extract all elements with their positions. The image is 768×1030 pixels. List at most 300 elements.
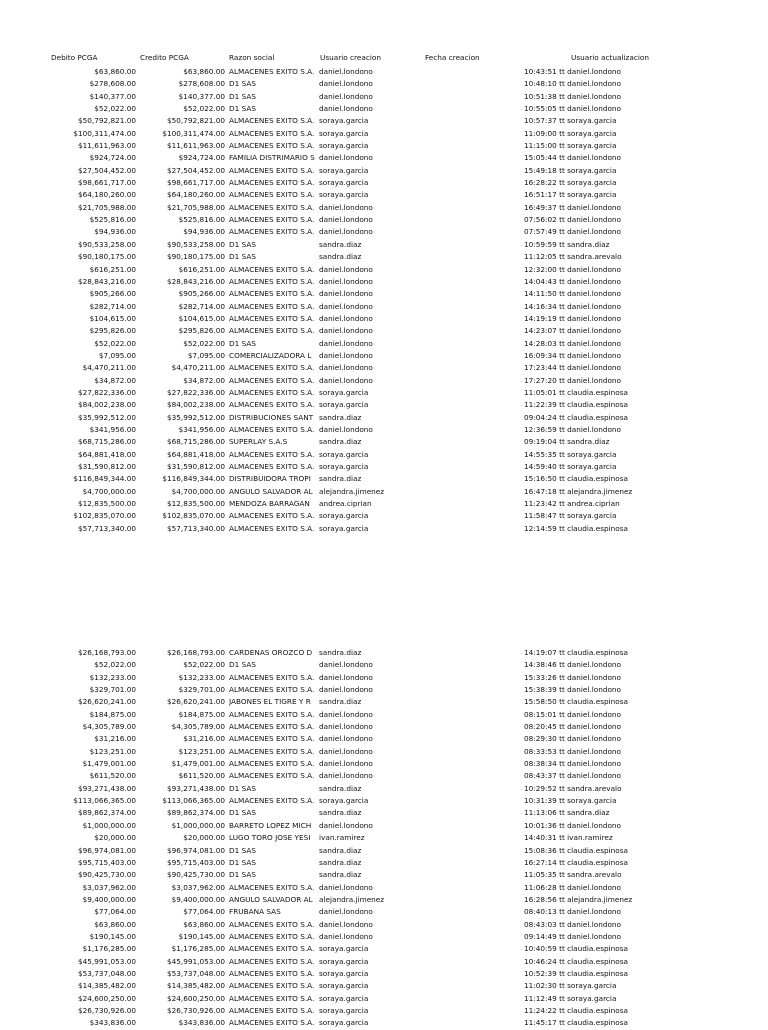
credito-cell: $27,504,452.00 [166, 165, 225, 175]
razon-social-cell: D1 SAS [229, 857, 256, 867]
razon-social-cell: ALMACENES EXITO S.A. [229, 116, 315, 126]
debito-cell: $1,479,001.00 [82, 759, 136, 769]
razon-social-cell: ALMACENES EXITO S.A. [229, 326, 315, 336]
usuario-creacion-cell: soraya.garcia [319, 1005, 369, 1015]
usuario-actualizacion-cell: 11:12:05 tt sandra.arevalo [524, 252, 622, 262]
usuario-actualizacion-cell: 08:40:13 tt daniel.londono [524, 907, 622, 917]
usuario-creacion-cell: daniel.londono [319, 931, 373, 941]
table-block-lower [0, 647, 768, 1030]
table-row [0, 845, 768, 857]
usuario-actualizacion-cell: 14:23:07 tt daniel.londono [524, 326, 622, 336]
usuario-creacion-cell: sandra.diaz [319, 474, 362, 484]
table-row [0, 276, 768, 288]
usuario-actualizacion-cell: 14:19:07 tt claudia.espinosa [524, 648, 629, 657]
table-row [0, 128, 768, 140]
credito-cell: $45,991,053.00 [166, 956, 225, 966]
credito-cell: $20,000.00 [183, 833, 225, 843]
usuario-creacion-cell: daniel.londono [319, 91, 373, 101]
credito-cell: $52,022.00 [183, 338, 225, 348]
table-row [0, 696, 768, 708]
table-row [0, 239, 768, 251]
credito-cell: $27,822,336.00 [166, 387, 225, 397]
header-credito: Credito PCGA [140, 53, 189, 62]
header-fecha-creacion: Fecha creacion [425, 53, 480, 62]
debito-cell: $616,251.00 [89, 264, 136, 274]
credito-cell: $278,608.00 [178, 79, 225, 89]
table-row [0, 399, 768, 411]
credito-cell: $329,701.00 [178, 685, 225, 695]
credito-cell: $343,836.00 [178, 1018, 225, 1028]
debito-cell: $31,590,812.00 [77, 462, 136, 471]
credito-cell: $616,251.00 [178, 264, 225, 274]
table-row [0, 140, 768, 152]
usuario-creacion-cell: soraya.garcia [319, 165, 369, 175]
credito-cell: $113,066,365.00 [162, 796, 225, 806]
table-row [0, 956, 768, 968]
usuario-creacion-cell: daniel.londono [319, 276, 373, 286]
table-row [0, 721, 768, 733]
credito-cell: $52,022.00 [183, 104, 225, 114]
credito-cell: $123,251.00 [178, 746, 225, 756]
usuario-creacion-cell: daniel.londono [319, 350, 373, 360]
usuario-creacion-cell: sandra.diaz [319, 870, 362, 880]
usuario-actualizacion-cell: 11:06:28 tt daniel.londono [524, 882, 622, 892]
credito-cell: $94,936.00 [183, 227, 225, 237]
usuario-actualizacion-cell: 14:16:34 tt daniel.londono [524, 301, 622, 311]
debito-cell: $95,715,403.00 [77, 857, 136, 867]
table-row [0, 177, 768, 189]
usuario-creacion-cell: daniel.londono [319, 907, 373, 917]
table-row [0, 931, 768, 943]
debito-cell: $90,180,175.00 [77, 252, 136, 262]
debito-cell: $35,992,512.00 [77, 412, 136, 422]
credito-cell: $64,180,260.00 [166, 190, 225, 200]
credito-cell: $57,713,340.00 [166, 523, 225, 533]
debito-cell: $64,180,260.00 [77, 190, 136, 200]
razon-social-cell: ALMACENES EXITO S.A. [229, 968, 315, 978]
credito-cell: $282,714.00 [178, 301, 225, 311]
debito-cell: $341,956.00 [89, 424, 136, 434]
credito-cell: $93,271,438.00 [166, 783, 225, 793]
razon-social-cell: ALMACENES EXITO S.A. [229, 523, 315, 533]
table-row [0, 424, 768, 436]
razon-social-cell: ALMACENES EXITO S.A. [229, 919, 315, 929]
debito-cell: $50,792,821.00 [77, 116, 136, 126]
usuario-actualizacion-cell: 16:28:56 tt alejandra.jimenez [524, 894, 633, 904]
usuario-creacion-cell: daniel.londono [319, 685, 373, 695]
table-row [0, 795, 768, 807]
table-row [0, 659, 768, 671]
table-row [0, 325, 768, 337]
usuario-actualizacion-cell: 08:43:03 tt daniel.londono [524, 919, 622, 929]
usuario-actualizacion-cell: 08:29:30 tt daniel.londono [524, 734, 622, 744]
usuario-actualizacion-cell: 07:56:02 tt daniel.londono [524, 215, 622, 225]
credito-cell: $525,816.00 [178, 215, 225, 225]
debito-cell: $26,620,241.00 [77, 697, 136, 707]
table-row [0, 91, 768, 103]
credito-cell: $3,037,962.00 [171, 882, 225, 892]
credito-cell: $116,849,344.00 [162, 474, 225, 484]
table-row [0, 510, 768, 522]
debito-cell: $1,176,285.00 [82, 944, 136, 954]
usuario-actualizacion-cell: 10:59:59 tt sandra.diaz [524, 239, 610, 249]
usuario-actualizacion-cell: 11:45:17 tt claudia.espinosa [524, 1018, 629, 1028]
header-debito: Debito PCGA [51, 53, 98, 62]
credito-cell: $9,400,000.00 [171, 894, 225, 904]
table-row [0, 498, 768, 510]
usuario-creacion-cell: soraya.garcia [319, 796, 369, 806]
credito-cell: $24,600,250.00 [166, 993, 225, 1003]
header-razon-social: Razon social [229, 53, 275, 62]
razon-social-cell: ALMACENES EXITO S.A. [229, 672, 315, 682]
credito-cell: $12,835,500.00 [166, 499, 225, 509]
usuario-creacion-cell: soraya.garcia [319, 523, 369, 533]
usuario-actualizacion-cell: 08:15:01 tt daniel.londono [524, 709, 622, 719]
usuario-creacion-cell: sandra.diaz [319, 437, 362, 447]
table-row [0, 436, 768, 448]
credito-cell: $96,974,081.00 [166, 845, 225, 855]
usuario-actualizacion-cell: 15:38:39 tt daniel.londono [524, 685, 622, 695]
razon-social-cell: D1 SAS [229, 91, 256, 101]
table-row [0, 919, 768, 931]
usuario-actualizacion-cell: 11:23:42 tt andrea.ciprian [524, 499, 620, 509]
debito-cell: $343,836.00 [89, 1018, 136, 1028]
table-row [0, 103, 768, 115]
debito-cell: $140,377.00 [89, 91, 136, 101]
credito-cell: $1,000,000.00 [171, 820, 225, 830]
razon-social-cell: D1 SAS [229, 783, 256, 793]
credito-cell: $53,737,048.00 [166, 968, 225, 978]
debito-cell: $27,822,336.00 [77, 387, 136, 397]
credito-cell: $26,730,926.00 [166, 1005, 225, 1015]
table-row [0, 66, 768, 78]
usuario-creacion-cell: daniel.londono [319, 375, 373, 385]
credito-cell: $26,620,241.00 [166, 697, 225, 707]
usuario-actualizacion-cell: 14:28:03 tt daniel.londono [524, 338, 622, 348]
debito-cell: $57,713,340.00 [77, 523, 136, 533]
debito-cell: $24,600,250.00 [77, 993, 136, 1003]
usuario-actualizacion-cell: 14:55:35 tt soraya.garcia [524, 449, 617, 459]
usuario-actualizacion-cell: 10:51:38 tt daniel.londono [524, 91, 622, 101]
credito-cell: $89,862,374.00 [166, 808, 225, 818]
razon-social-cell: ALMACENES EXITO S.A. [229, 264, 315, 274]
header-usuario-actualizacion: Usuario actualizacion [571, 53, 649, 62]
razon-social-cell: ALMACENES EXITO S.A. [229, 375, 315, 385]
usuario-actualizacion-cell: 14:19:19 tt daniel.londono [524, 313, 622, 323]
debito-cell: $525,816.00 [89, 215, 136, 225]
usuario-creacion-cell: soraya.garcia [319, 1018, 369, 1028]
razon-social-cell: ALMACENES EXITO S.A. [229, 759, 315, 769]
usuario-actualizacion-cell: 15:33:26 tt daniel.londono [524, 672, 622, 682]
usuario-actualizacion-cell: 11:13:06 tt sandra.diaz [524, 808, 610, 818]
usuario-actualizacion-cell: 11:05:01 tt claudia.espinosa [524, 387, 629, 397]
usuario-creacion-cell: daniel.londono [319, 289, 373, 299]
usuario-actualizacion-cell: 11:24:22 tt claudia.espinosa [524, 1005, 629, 1015]
table-row [0, 375, 768, 387]
razon-social-cell: ALMACENES EXITO S.A. [229, 1018, 315, 1028]
razon-social-cell: D1 SAS [229, 338, 256, 348]
table-row [0, 486, 768, 498]
razon-social-cell: D1 SAS [229, 239, 256, 249]
debito-cell: $34,872.00 [94, 375, 136, 385]
table-row [0, 807, 768, 819]
table-row [0, 770, 768, 782]
table-row [0, 189, 768, 201]
table-row [0, 523, 768, 535]
razon-social-cell: ALMACENES EXITO S.A. [229, 462, 315, 471]
table-row [0, 165, 768, 177]
table-block-upper [0, 66, 768, 535]
razon-social-cell: ALMACENES EXITO S.A. [229, 387, 315, 397]
credito-cell: $184,875.00 [178, 709, 225, 719]
usuario-creacion-cell: daniel.londono [319, 709, 373, 719]
debito-cell: $89,862,374.00 [77, 808, 136, 818]
usuario-actualizacion-cell: 10:57:37 tt soraya.garcia [524, 116, 617, 126]
razon-social-cell: ALMACENES EXITO S.A. [229, 227, 315, 237]
table-row [0, 362, 768, 374]
credito-cell: $31,590,812.00 [166, 462, 225, 471]
debito-cell: $53,737,048.00 [77, 968, 136, 978]
table-row [0, 672, 768, 684]
razon-social-cell: ALMACENES EXITO S.A. [229, 178, 315, 188]
razon-social-cell: ALMACENES EXITO S.A. [229, 424, 315, 434]
table-row [0, 906, 768, 918]
usuario-creacion-cell: daniel.londono [319, 734, 373, 744]
debito-cell: $20,000.00 [94, 833, 136, 843]
usuario-creacion-cell: soraya.garcia [319, 968, 369, 978]
razon-social-cell: JABONES EL TIGRE Y R [229, 697, 311, 707]
table-row [0, 1017, 768, 1029]
table-row [0, 78, 768, 90]
usuario-actualizacion-cell: 16:28:22 tt soraya.garcia [524, 178, 617, 188]
credito-cell: $132,233.00 [178, 672, 225, 682]
debito-cell: $9,400,000.00 [82, 894, 136, 904]
credito-cell: $1,479,001.00 [171, 759, 225, 769]
razon-social-cell: FAMILIA DISTRIMARIO S [229, 153, 315, 163]
table-row [0, 647, 768, 659]
razon-social-cell: D1 SAS [229, 808, 256, 818]
usuario-creacion-cell: daniel.londono [319, 672, 373, 682]
credito-cell: $52,022.00 [183, 660, 225, 670]
usuario-actualizacion-cell: 16:47:18 tt alejandra.jimenez [524, 486, 633, 496]
table-row [0, 115, 768, 127]
usuario-actualizacion-cell: 10:40:59 tt claudia.espinosa [524, 944, 629, 954]
debito-cell: $924,724.00 [89, 153, 136, 163]
credito-cell: $77,064.00 [183, 907, 225, 917]
razon-social-cell: ALMACENES EXITO S.A. [229, 1005, 315, 1015]
debito-cell: $52,022.00 [94, 660, 136, 670]
table-row [0, 943, 768, 955]
debito-cell: $104,615.00 [89, 313, 136, 323]
usuario-creacion-cell: daniel.londono [319, 882, 373, 892]
table-row [0, 733, 768, 745]
usuario-creacion-cell: sandra.diaz [319, 857, 362, 867]
credito-cell: $104,615.00 [178, 313, 225, 323]
debito-cell: $64,881,418.00 [77, 449, 136, 459]
credito-cell: $924,724.00 [178, 153, 225, 163]
table-row [0, 264, 768, 276]
usuario-creacion-cell: andrea.ciprian [319, 499, 372, 509]
debito-cell: $102,835,070.00 [73, 511, 136, 521]
usuario-actualizacion-cell: 10:55:05 tt daniel.londono [524, 104, 622, 114]
usuario-creacion-cell: alejandra.jimenez [319, 894, 385, 904]
usuario-creacion-cell: daniel.londono [319, 202, 373, 212]
credito-cell: $102,835,070.00 [162, 511, 225, 521]
credito-cell: $95,715,403.00 [166, 857, 225, 867]
debito-cell: $3,037,962.00 [82, 882, 136, 892]
usuario-actualizacion-cell: 15:16:50 tt claudia.espinosa [524, 474, 629, 484]
debito-cell: $96,974,081.00 [77, 845, 136, 855]
table-row [0, 684, 768, 696]
razon-social-cell: COMERCIALIZADORA L [229, 350, 312, 360]
razon-social-cell: ALMACENES EXITO S.A. [229, 993, 315, 1003]
usuario-actualizacion-cell: 14:04:43 tt daniel.londono [524, 276, 622, 286]
usuario-actualizacion-cell: 10:43:51 tt daniel.londono [524, 67, 622, 76]
usuario-creacion-cell: daniel.londono [319, 326, 373, 336]
usuario-creacion-cell: sandra.diaz [319, 412, 362, 422]
table-row [0, 820, 768, 832]
usuario-creacion-cell: sandra.diaz [319, 252, 362, 262]
usuario-creacion-cell: daniel.londono [319, 660, 373, 670]
usuario-actualizacion-cell: 11:58:47 tt soraya.garcia [524, 511, 617, 521]
razon-social-cell: ALMACENES EXITO S.A. [229, 202, 315, 212]
debito-cell: $190,145.00 [89, 931, 136, 941]
usuario-actualizacion-cell: 17:27:20 tt daniel.londono [524, 375, 622, 385]
razon-social-cell: ALMACENES EXITO S.A. [229, 190, 315, 200]
credito-cell: $90,180,175.00 [166, 252, 225, 262]
usuario-actualizacion-cell: 10:29:52 tt sandra.arevalo [524, 783, 622, 793]
table-row [0, 869, 768, 881]
credito-cell: $21,705,988.00 [166, 202, 225, 212]
razon-social-cell: ALMACENES EXITO S.A. [229, 511, 315, 521]
debito-cell: $28,843,216.00 [77, 276, 136, 286]
razon-social-cell: ALMACENES EXITO S.A. [229, 301, 315, 311]
usuario-creacion-cell: soraya.garcia [319, 511, 369, 521]
razon-social-cell: ALMACENES EXITO S.A. [229, 289, 315, 299]
table-row [0, 350, 768, 362]
debito-cell: $184,875.00 [89, 709, 136, 719]
usuario-creacion-cell: daniel.londono [319, 424, 373, 434]
usuario-actualizacion-cell: 10:48:10 tt daniel.londono [524, 79, 622, 89]
razon-social-cell: SUPERLAY S.A.S [229, 437, 288, 447]
credito-cell: $14,385,482.00 [166, 981, 225, 991]
table-row [0, 746, 768, 758]
usuario-creacion-cell: daniel.londono [319, 771, 373, 781]
debito-cell: $93,271,438.00 [77, 783, 136, 793]
debito-cell: $63,860.00 [94, 919, 136, 929]
credito-cell: $63,860.00 [183, 919, 225, 929]
usuario-actualizacion-cell: 08:38:34 tt daniel.londono [524, 759, 622, 769]
usuario-creacion-cell: soraya.garcia [319, 981, 369, 991]
table-row [0, 338, 768, 350]
table-row [0, 758, 768, 770]
razon-social-cell: ALMACENES EXITO S.A. [229, 734, 315, 744]
usuario-actualizacion-cell: 14:40:31 tt ivan.ramirez [524, 833, 613, 843]
credito-cell: $4,470,211.00 [171, 363, 225, 373]
debito-cell: $905,266.00 [89, 289, 136, 299]
credito-cell: $98,661,717.00 [166, 178, 225, 188]
razon-social-cell: ALMACENES EXITO S.A. [229, 215, 315, 225]
razon-social-cell: D1 SAS [229, 870, 256, 880]
razon-social-cell: ALMACENES EXITO S.A. [229, 956, 315, 966]
usuario-actualizacion-cell: 10:52:39 tt claudia.espinosa [524, 968, 629, 978]
razon-social-cell: BARRETO LOPEZ MICH [229, 820, 312, 830]
usuario-actualizacion-cell: 08:20:45 tt daniel.londono [524, 722, 622, 732]
usuario-creacion-cell: soraya.garcia [319, 449, 369, 459]
column-header-row [0, 53, 768, 65]
credito-cell: $90,425,730.00 [166, 870, 225, 880]
credito-cell: $35,992,512.00 [166, 412, 225, 422]
table-row [0, 387, 768, 399]
table-row [0, 251, 768, 263]
debito-cell: $27,504,452.00 [77, 165, 136, 175]
usuario-creacion-cell: ivan.ramirez [319, 833, 365, 843]
razon-social-cell: ALMACENES EXITO S.A. [229, 882, 315, 892]
table-row [0, 449, 768, 461]
credito-cell: $63,860.00 [183, 67, 225, 76]
razon-social-cell: DISTRIBUIDORA TROPI [229, 474, 311, 484]
table-row [0, 882, 768, 894]
usuario-actualizacion-cell: 10:46:24 tt claudia.espinosa [524, 956, 629, 966]
header-usuario-creacion: Usuario creacion [320, 53, 381, 62]
razon-social-cell: D1 SAS [229, 79, 256, 89]
usuario-actualizacion-cell: 10:31:39 tt soraya.garcia [524, 796, 617, 806]
debito-cell: $11,611,963.00 [77, 141, 136, 151]
table-row [0, 832, 768, 844]
usuario-creacion-cell: sandra.diaz [319, 808, 362, 818]
debito-cell: $94,936.00 [94, 227, 136, 237]
debito-cell: $12,835,500.00 [77, 499, 136, 509]
credito-cell: $905,266.00 [178, 289, 225, 299]
usuario-creacion-cell: daniel.londono [319, 153, 373, 163]
usuario-creacion-cell: soraya.garcia [319, 387, 369, 397]
razon-social-cell: ALMACENES EXITO S.A. [229, 944, 315, 954]
table-row [0, 993, 768, 1005]
usuario-actualizacion-cell: 14:59:40 tt soraya.garcia [524, 462, 617, 471]
credito-cell: $341,956.00 [178, 424, 225, 434]
razon-social-cell: ANGULO SALVADOR AL [229, 894, 313, 904]
debito-cell: $329,701.00 [89, 685, 136, 695]
credito-cell: $28,843,216.00 [166, 276, 225, 286]
usuario-actualizacion-cell: 09:19:04 tt sandra.diaz [524, 437, 610, 447]
razon-social-cell: ALMACENES EXITO S.A. [229, 313, 315, 323]
usuario-actualizacion-cell: 11:09:00 tt soraya.garcia [524, 128, 617, 138]
usuario-actualizacion-cell: 15:05:44 tt daniel.londono [524, 153, 622, 163]
usuario-creacion-cell: sandra.diaz [319, 239, 362, 249]
razon-social-cell: D1 SAS [229, 252, 256, 262]
debito-cell: $98,661,717.00 [77, 178, 136, 188]
table-row [0, 783, 768, 795]
debito-cell: $90,533,258.00 [77, 239, 136, 249]
usuario-creacion-cell: daniel.londono [319, 338, 373, 348]
debito-cell: $282,714.00 [89, 301, 136, 311]
razon-social-cell: D1 SAS [229, 660, 256, 670]
usuario-creacion-cell: soraya.garcia [319, 178, 369, 188]
usuario-actualizacion-cell: 14:11:50 tt daniel.londono [524, 289, 622, 299]
razon-social-cell: D1 SAS [229, 845, 256, 855]
table-row [0, 412, 768, 424]
usuario-creacion-cell: sandra.diaz [319, 648, 362, 657]
razon-social-cell: ALMACENES EXITO S.A. [229, 67, 315, 76]
usuario-creacion-cell: sandra.diaz [319, 697, 362, 707]
credito-cell: $295,826.00 [178, 326, 225, 336]
usuario-actualizacion-cell: 07:57:49 tt daniel.londono [524, 227, 622, 237]
debito-cell: $4,470,211.00 [82, 363, 136, 373]
table-row [0, 226, 768, 238]
credito-cell: $64,881,418.00 [166, 449, 225, 459]
usuario-creacion-cell: daniel.londono [319, 722, 373, 732]
usuario-actualizacion-cell: 12:36:59 tt daniel.londono [524, 424, 622, 434]
